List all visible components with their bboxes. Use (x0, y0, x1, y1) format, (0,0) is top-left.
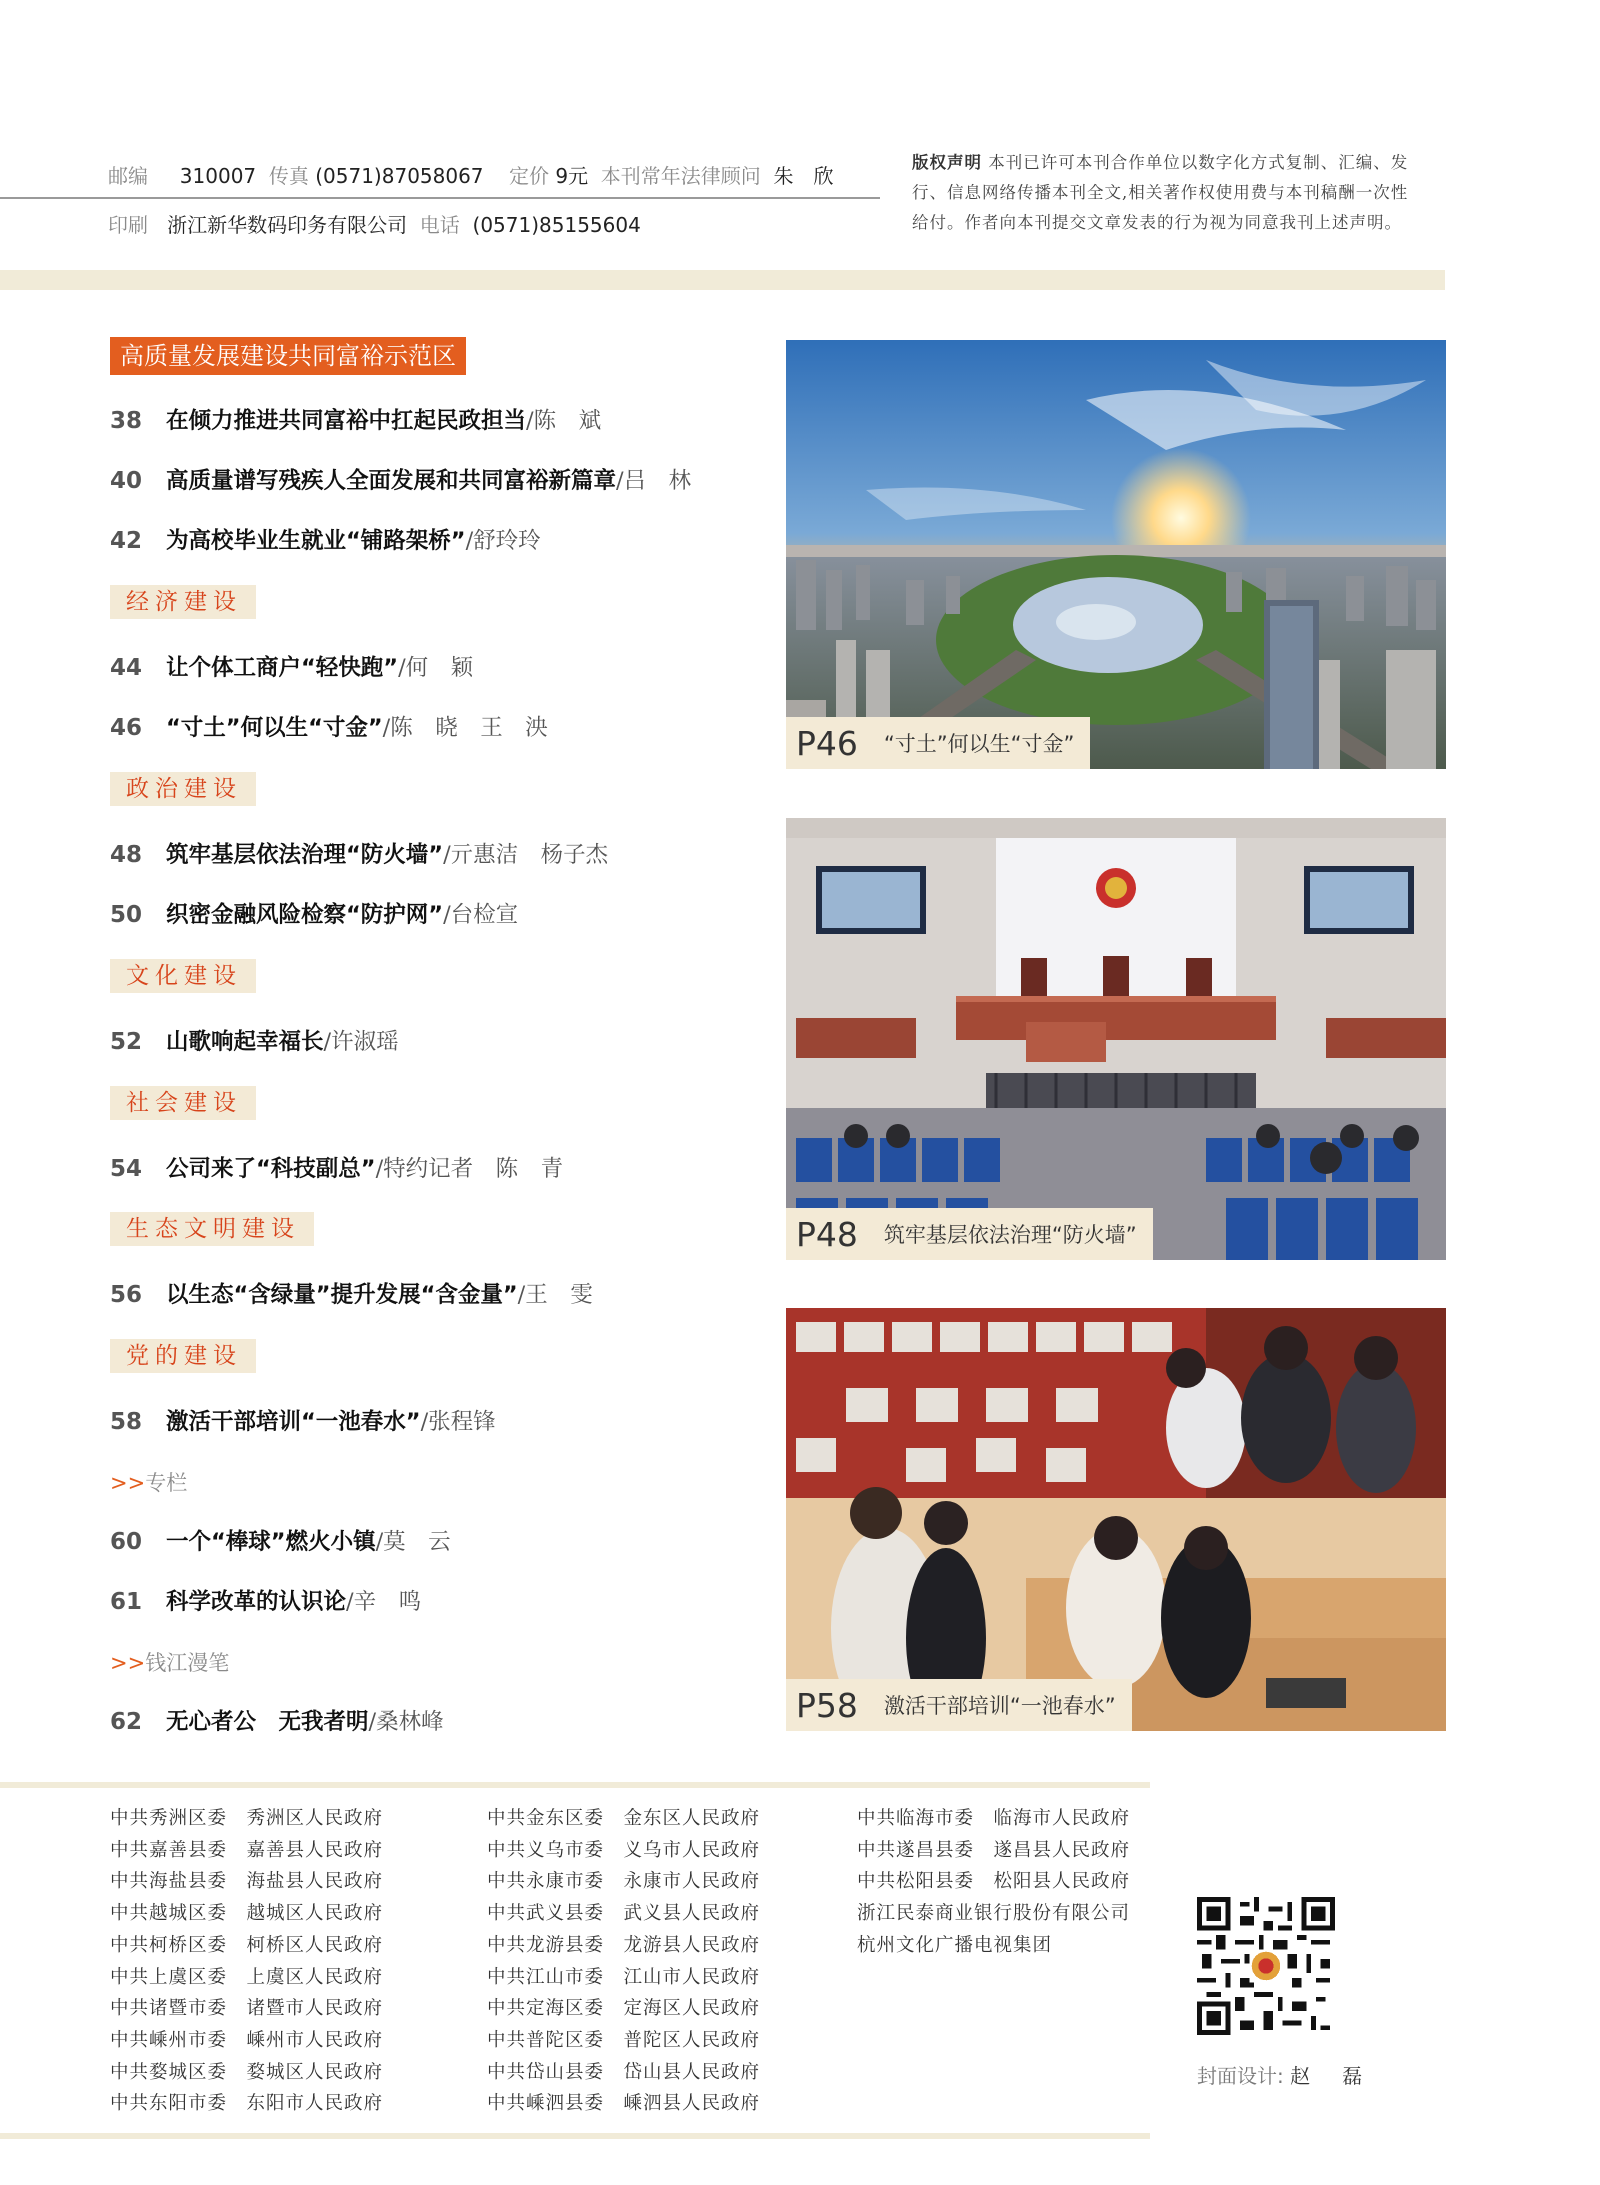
copyright-text-1: 本刊已许可本刊合作单位以数字化方式复制、汇编、发 (988, 153, 1409, 172)
toc-page: 46 (110, 715, 143, 741)
copyright-line-3: 给付。作者向本刊提交文章发表的行为视为同意我刊上述声明。 (912, 213, 1402, 232)
column-heading-zhuanlan (110, 1466, 187, 1500)
toc-page: 60 (110, 1529, 143, 1555)
section-party: 党的建设 (110, 1339, 256, 1373)
photo-training[interactable] (786, 1308, 1446, 1731)
sponsor-entry: 中共越城区委 越城区人民政府 (110, 1903, 384, 1925)
price-value: 9元 (555, 164, 589, 188)
print-label: 印刷 (108, 213, 148, 237)
toc-title: 在倾力推进共同富裕中扛起民政担当 (166, 408, 527, 434)
fax-value: (0571)87058067 (315, 164, 484, 188)
sponsor-column-3 (857, 1803, 1130, 1962)
copyright-line-1 (912, 148, 1452, 178)
toc-author: /台检宣 (443, 902, 519, 928)
photo-caption (786, 717, 1090, 769)
toc-item[interactable] (110, 1278, 593, 1312)
toc-author: /吕 林 (616, 468, 692, 494)
city-skyline-image (786, 340, 1446, 769)
header-line-2 (108, 209, 641, 238)
copyright-title: 版权声明 (912, 153, 982, 172)
toc-title: 织密金融风险检察“防护网” (166, 902, 444, 928)
courtroom-image (786, 818, 1446, 1260)
toc-item[interactable] (110, 404, 601, 438)
toc-author: /王 雯 (517, 1282, 593, 1308)
sponsor-entry: 中共秀洲区委 秀洲区人民政府 (110, 1808, 384, 1829)
toc-author: /何 颖 (398, 655, 474, 681)
column-heading-qiantang (110, 1646, 229, 1680)
sponsor-entry: 中共婺城区委 婺城区人民政府 (110, 2061, 384, 2083)
arrow-icon: >> (110, 1651, 146, 1675)
sponsor-entry: 中共龙游县委 龙游县人民政府 (487, 1934, 761, 1956)
section-culture: 文化建设 (110, 959, 256, 993)
toc-title: 筑牢基层依法治理“防火墙” (166, 842, 444, 868)
photo-caption (786, 1679, 1132, 1731)
sponsor-entry: 中共松阳县委 松阳县人民政府 (857, 1871, 1131, 1893)
column-label: 专栏 (145, 1471, 188, 1495)
toc-title: 高质量谱写残疾人全面发展和共同富裕新篇章 (166, 468, 617, 494)
section-common-prosperity: 高质量发展建设共同富裕示范区 (110, 337, 466, 375)
sponsor-entry: 中共临海市委 临海市人民政府 (857, 1808, 1131, 1829)
cover-design-name: 赵 磊 (1290, 2064, 1369, 2088)
photo-city-skyline[interactable] (786, 340, 1446, 769)
sponsor-entry: 中共遂昌县委 遂昌县人民政府 (857, 1839, 1131, 1861)
sponsor-entry: 中共岱山县委 岱山县人民政府 (487, 2061, 761, 2083)
sponsor-entry: 中共武义县委 武义县人民政府 (487, 1903, 761, 1925)
sponsor-entry: 杭州文化广播电视集团 (857, 1934, 1053, 1956)
sponsor-divider-top (0, 1782, 1150, 1788)
header-divider (0, 197, 880, 199)
toc-title: 为高校毕业生就业“铺路架桥” (166, 528, 466, 554)
header-band (0, 270, 1445, 290)
sponsor-divider-bottom (0, 2133, 1150, 2139)
toc-page: 56 (110, 1282, 143, 1308)
photo-courtroom[interactable] (786, 818, 1446, 1260)
photo-page-number: P58 (796, 1685, 858, 1725)
toc-title: 以生态“含绿量”提升发展“含金量” (166, 1282, 518, 1308)
qr-code-icon[interactable] (1197, 1897, 1335, 2035)
sponsor-entry: 中共江山市委 江山市人民政府 (487, 1966, 761, 1988)
photo-caption (786, 1208, 1153, 1260)
toc-author: /辛 鸣 (346, 1589, 422, 1615)
sponsor-entry: 中共嘉善县委 嘉善县人民政府 (110, 1839, 384, 1861)
toc-item[interactable] (110, 1525, 451, 1559)
sponsor-entry: 中共东阳市委 东阳市人民政府 (110, 2093, 384, 2115)
sponsor-entry: 中共上虞区委 上虞区人民政府 (110, 1966, 384, 1988)
header-line-1 (108, 160, 834, 189)
toc-author: /特约记者 陈 青 (375, 1156, 564, 1182)
toc-page: 58 (110, 1409, 143, 1435)
copyright-line-2: 行、信息网络传播本刊全文,相关著作权使用费与本刊稿酬一次性 (912, 183, 1409, 202)
price-label: 定价 (508, 164, 549, 188)
printer-name: 浙江新华数码印务有限公司 (167, 213, 408, 237)
postcode-label: 邮编 (108, 164, 148, 188)
legal-label: 本刊常年法律顾问 (600, 164, 761, 188)
section-politics: 政治建设 (110, 772, 256, 806)
training-image (786, 1308, 1446, 1731)
section-ecology: 生态文明建设 (110, 1212, 314, 1246)
sponsor-entry: 中共柯桥区委 柯桥区人民政府 (110, 1934, 384, 1956)
toc-author: /亓惠洁 杨子杰 (443, 842, 609, 868)
sponsor-column-1 (110, 1803, 383, 2120)
toc-page: 50 (110, 902, 143, 928)
toc-author: /桑林峰 (368, 1709, 444, 1735)
toc-item[interactable] (110, 1585, 421, 1619)
toc-author: /舒玲玲 (465, 528, 541, 554)
toc-item[interactable] (110, 711, 548, 745)
toc-title: 科学改革的认识论 (166, 1589, 347, 1615)
section-economy: 经济建设 (110, 585, 256, 619)
sponsor-entry: 中共定海区委 定海区人民政府 (487, 1998, 761, 2020)
column-label: 钱江漫笔 (145, 1651, 230, 1675)
sponsor-entry: 中共永康市委 永康市人民政府 (487, 1871, 761, 1893)
phone-label: 电话 (419, 213, 460, 237)
sponsor-entry: 中共普陀区委 普陀区人民政府 (487, 2029, 761, 2051)
toc-author: /许淑瑶 (323, 1029, 399, 1055)
sponsor-entry: 中共海盐县委 海盐县人民政府 (110, 1871, 384, 1893)
phone-value: (0571)85155604 (472, 213, 641, 237)
toc-page: 61 (110, 1589, 143, 1615)
fax-label: 传真 (268, 164, 309, 188)
toc-item[interactable] (110, 898, 518, 932)
toc-title: 山歌响起幸福长 (166, 1029, 324, 1055)
toc-author: /陈 斌 (526, 408, 602, 434)
photo-page-number: P48 (796, 1214, 858, 1254)
sponsor-entry: 中共嵊州市委 嵊州市人民政府 (110, 2029, 384, 2051)
legal-name: 朱 欣 (773, 164, 834, 188)
toc-page: 40 (110, 468, 143, 494)
toc-title: 无心者公 无我者明 (166, 1709, 369, 1735)
toc-item[interactable] (110, 1405, 496, 1439)
toc-title: 一个“棒球”燃火小镇 (166, 1529, 376, 1555)
sponsor-entry: 中共嵊泗县委 嵊泗县人民政府 (487, 2093, 761, 2115)
postcode-value: 310007 (179, 164, 257, 188)
sponsor-entry: 中共诸暨市委 诸暨市人民政府 (110, 1998, 384, 2020)
toc-item[interactable] (110, 1152, 563, 1186)
toc-author: /莫 云 (375, 1529, 451, 1555)
photo-caption-text: 筑牢基层依法治理“防火墙” (883, 1223, 1137, 1247)
toc-item[interactable] (110, 651, 473, 685)
sponsor-column-2 (487, 1803, 760, 2120)
toc-page: 52 (110, 1029, 143, 1055)
toc-page: 44 (110, 655, 143, 681)
toc-page: 38 (110, 408, 143, 434)
toc-page: 54 (110, 1156, 143, 1182)
toc-item[interactable] (110, 1705, 444, 1739)
section-society: 社会建设 (110, 1086, 256, 1120)
cover-design-credit (1197, 2060, 1368, 2089)
toc-item[interactable] (110, 464, 691, 498)
sponsor-entry: 浙江民泰商业银行股份有限公司 (857, 1903, 1131, 1925)
toc-page: 42 (110, 528, 143, 554)
photo-page-number: P46 (796, 723, 858, 763)
toc-page: 62 (110, 1709, 143, 1735)
toc-title: 激活干部培训“一池春水” (166, 1409, 421, 1435)
photo-caption-text: 激活干部培训“一池春水” (883, 1694, 1116, 1718)
toc-title: 公司来了“科技副总” (166, 1156, 376, 1182)
toc-item[interactable] (110, 838, 608, 872)
toc-title: “寸土”何以生“寸金” (166, 715, 383, 741)
photo-caption-text: “寸土”何以生“寸金” (883, 732, 1075, 756)
arrow-icon: >> (110, 1471, 146, 1495)
copyright-notice (912, 148, 1452, 238)
toc-author: /陈 晓 王 泱 (382, 715, 548, 741)
toc-item[interactable] (110, 524, 541, 558)
toc-title: 让个体工商户“轻快跑” (166, 655, 399, 681)
sponsor-entry: 中共金东区委 金东区人民政府 (487, 1808, 761, 1829)
toc-page: 48 (110, 842, 143, 868)
sponsor-entry: 中共义乌市委 义乌市人民政府 (487, 1839, 761, 1861)
toc-item[interactable] (110, 1025, 399, 1059)
cover-design-label: 封面设计: (1197, 2064, 1284, 2088)
toc-author: /张程锋 (420, 1409, 496, 1435)
